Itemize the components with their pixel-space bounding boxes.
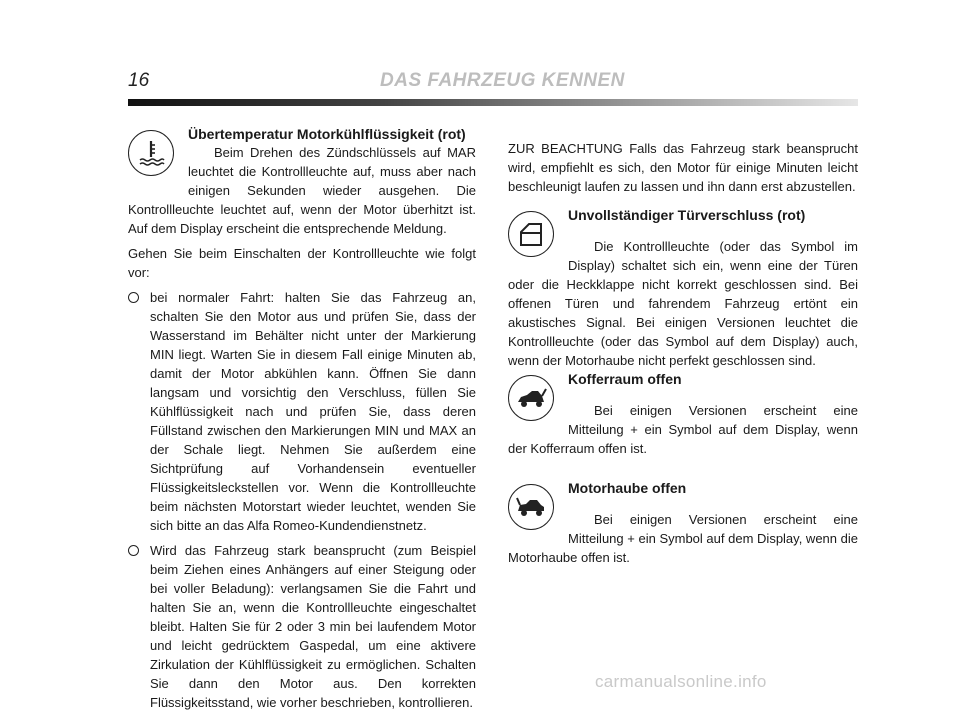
hood-section <box>508 480 858 580</box>
section-title-door: Unvollständiger Türverschluss (rot) <box>568 207 806 223</box>
coolant-temperature-icon <box>128 130 174 176</box>
coolant-intro: Beim Drehen des Zündschlüssels auf MAR leuchtet die Kontrollleuchte auf, muss aber nach einigen Sekunden wieder ausgehen. Die Kontrollleuchte leuchtet auf, wenn der Motor überhitzt ist. Auf dem Display erscheint die entsprechende Meldung. <box>128 145 476 236</box>
section-title-hood: Motorhaube offen <box>568 480 687 496</box>
trunk-open-icon <box>508 375 554 421</box>
trunk-text: Bei einigen Versionen erscheint eine Mitteilung + ein Symbol auf dem Display, wenn der Kofferraum offen ist. <box>508 403 858 456</box>
coolant-lead: Gehen Sie beim Einschalten der Kontrollleuchte wie folgt vor: <box>128 246 476 280</box>
hood-text: Bei einigen Versionen erscheint eine Mitteilung + ein Symbol auf dem Display, wenn die Motorhaube offen ist. <box>508 512 858 565</box>
left-column <box>128 126 476 712</box>
page-number: 16 <box>128 70 150 91</box>
section-title-coolant: Übertemperatur Motorkühlflüssigkeit (rot) <box>188 126 466 142</box>
list-item: bei normaler Fahrt: halten Sie das Fahrzeug an, schalten Sie den Motor aus und prüfen Sie, dass der Wasserstand im Behälter nicht unter der Markierung MIN liegt. Warten Sie in diesem Fall einige Minuten ab, damit der Motor abkühlen kann. Öffnen Sie dann langsam und vorsichtig den Verschluss, füllen Sie Kühlflüssigkeit nach und prüfen Sie, dass deren Füllstand zwischen den Markierungen MIN und MAX an der Schale liegt. Nehmen Sie außerdem eine Sichtprüfung auf Vorhandensein eventueller Flüssigkeitsleckstellen vor. Wenn die Kontrollleuchte beim nächsten Motorstart wieder leuchtet, wenden Sie sich bitte an das Alfa Romeo-Kundendienstnetz. <box>128 288 476 535</box>
section-title-trunk: Kofferraum offen <box>568 371 682 387</box>
running-title: DAS FAHRZEUG KENNEN <box>380 70 625 91</box>
header-rule <box>128 99 858 106</box>
trunk-section <box>508 371 858 471</box>
door-section <box>508 207 858 383</box>
note-text: ZUR BEACHTUNG Falls das Fahrzeug stark beansprucht wird, empfiehlt es sich, den Motor für einige Minuten leicht beschleunigt laufen zu lassen und ihn dann erst abzustellen. <box>508 141 858 194</box>
door-text: Die Kontrollleuchte (oder das Symbol im Display) schaltet sich ein, wenn eine der Türen oder die Heckklappe nicht korrekt geschlossen sind. Bei offenen Türen und fahrendem Fahrzeug ertönt ein akustisches Signal. Bei einigen Versionen leuchtet die Kontrollleuchte (oder das Symbol auf dem Display) auch, wenn der Motorhaube nicht perfekt geschlossen sind. <box>508 239 858 368</box>
list-item: Wird das Fahrzeug stark beansprucht (zum Beispiel beim Ziehen eines Anhängers auf einer Steigung oder bei voller Beladung): verlangsamen Sie die Fahrt und halten Sie an, wenn die Kontrollleuchte eingeschaltet bleibt. Halten Sie für 2 oder 3 min bei laufendem Motor und leicht gedrücktem Gaspedal, um eine aktivere Zirkulation der Kühlflüssigkeit zu ermöglichen. Schalten Sie dann den Motor aus. Den korrekten Flüssigkeitsstand, wie vorher beschrieben, kontrollieren. <box>128 541 476 712</box>
hood-open-icon <box>508 484 554 530</box>
door-open-icon <box>508 211 554 257</box>
note-block <box>508 126 858 209</box>
bullet-icon <box>128 545 139 556</box>
bullet-icon <box>128 292 139 303</box>
watermark: carmanualsonline.info <box>595 672 767 691</box>
